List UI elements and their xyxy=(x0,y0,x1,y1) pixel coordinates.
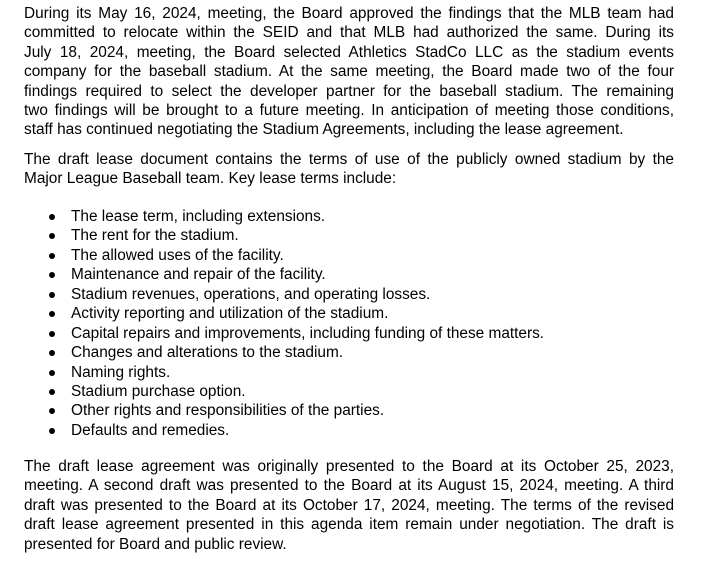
paragraph-board-approvals xyxy=(24,4,674,140)
list-item xyxy=(24,285,674,304)
bullet-icon xyxy=(49,350,55,356)
bullet-icon xyxy=(49,272,55,278)
text-line: draft lease agreement presented in this agenda item remain under negotiation. The draft is xyxy=(24,516,674,534)
list-item-text: Activity reporting and utilization of the stadium. xyxy=(71,305,389,323)
list-item xyxy=(24,421,674,440)
list-item xyxy=(24,343,674,362)
text-line: company for the baseball stadium. At the same meeting, the Board made two of the four xyxy=(24,63,674,81)
list-item xyxy=(24,382,674,401)
list-item-text: Other rights and responsibilities of the parties. xyxy=(71,402,385,420)
bullet-icon xyxy=(49,331,55,337)
list-item xyxy=(24,401,674,420)
text-line: July 18, 2024, meeting, the Board selected Athletics StadCo LLC as the stadium events xyxy=(24,43,674,61)
bullet-icon xyxy=(49,233,55,239)
bullet-icon xyxy=(49,292,55,298)
bullet-icon xyxy=(49,253,55,259)
bullet-icon xyxy=(49,428,55,434)
text-line: findings required to select the developer partner for the baseball stadium. The remaining xyxy=(24,82,674,100)
text-line: staff has continued negotiating the Stadium Agreements, including the lease agreement. xyxy=(24,121,624,139)
list-item xyxy=(24,324,674,343)
list-item-text: Defaults and remedies. xyxy=(71,421,230,439)
list-item-text: The lease term, including extensions. xyxy=(71,208,326,225)
list-item xyxy=(24,207,674,226)
text-line: During its May 16, 2024, meeting, the Board approved the findings that the MLB team had xyxy=(24,5,674,22)
list-item xyxy=(24,363,674,382)
text-line: committed to relocate within the SEID and that MLB had authorized the same. During its xyxy=(24,24,674,42)
list-item-text: The allowed uses of the facility. xyxy=(71,246,284,264)
list-item xyxy=(24,304,674,323)
text-line: presented for Board and public review. xyxy=(24,535,287,553)
list-item-text: The rent for the stadium. xyxy=(71,227,239,245)
paragraph-draft-history xyxy=(24,457,674,554)
list-item-text: Naming rights. xyxy=(71,363,171,381)
bullet-icon xyxy=(49,214,55,220)
list-item xyxy=(24,265,674,284)
text-line: Major League Baseball team. Key lease terms include: xyxy=(24,170,397,188)
text-line: The draft lease agreement was originally presented to the Board at its October 25, 2023, xyxy=(24,458,674,475)
list-item-text: Capital repairs and improvements, including funding of these matters. xyxy=(71,324,545,342)
list-item-text: Stadium purchase option. xyxy=(71,382,246,400)
list-item xyxy=(24,226,674,245)
bullet-icon xyxy=(49,311,55,317)
bullet-icon xyxy=(49,389,55,395)
text-line: two findings will be brought to a future meeting. In anticipation of meeting those conditions, xyxy=(24,102,674,120)
bullet-icon xyxy=(49,370,55,376)
list-item-text: Maintenance and repair of the facility. xyxy=(71,266,326,284)
list-item xyxy=(24,246,674,265)
text-line: meeting. A second draft was presented to the Board at its August 15, 2024, meeting. A third xyxy=(24,477,674,495)
list-item-text: Changes and alterations to the stadium. xyxy=(71,344,344,362)
bullet-icon xyxy=(49,408,55,414)
lease-terms-list xyxy=(24,207,674,440)
paragraph-lease-intro xyxy=(24,150,674,189)
text-line: draft was presented to the Board at its October 17, 2024, meeting. The terms of the revised xyxy=(24,496,674,514)
text-line: The draft lease document contains the terms of use of the publicly owned stadium by the xyxy=(24,151,674,168)
list-item-text: Stadium revenues, operations, and operating losses. xyxy=(71,285,431,303)
